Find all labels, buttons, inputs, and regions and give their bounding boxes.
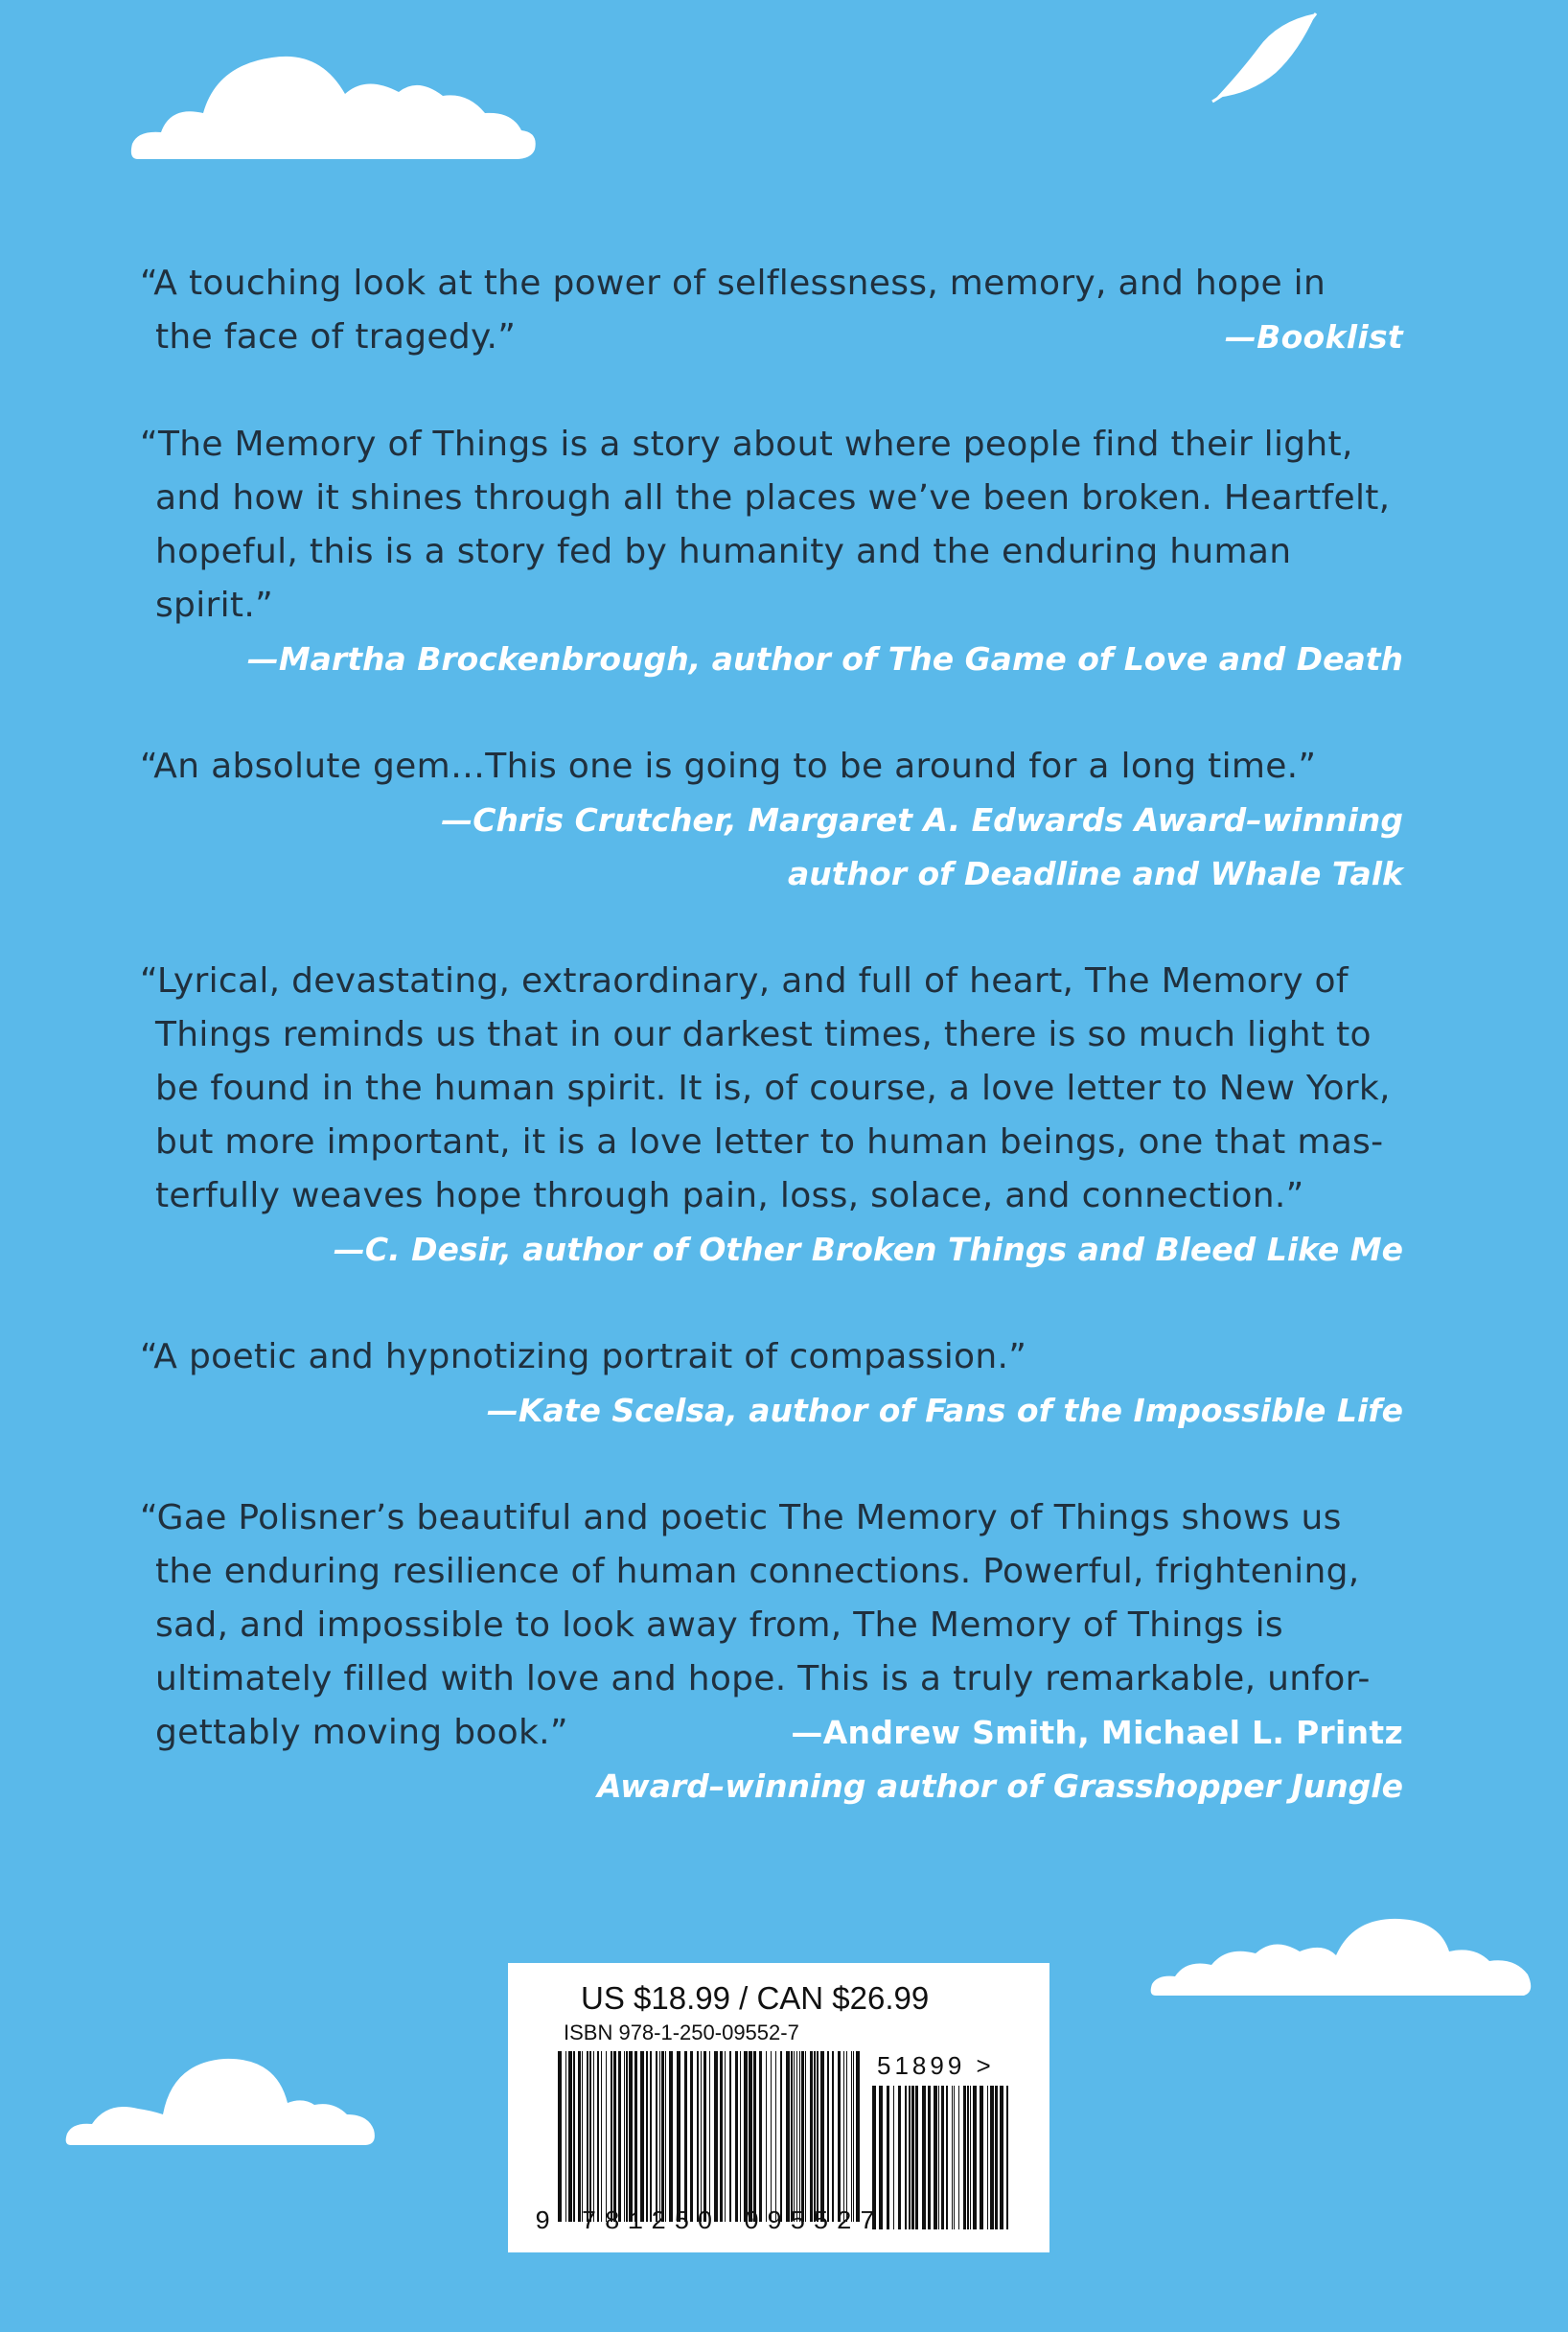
blurb-scelsa — [140, 1330, 1403, 1438]
quote-line: and how it shines through all the places we’ve been broken. Heartfelt, — [155, 478, 1391, 518]
quote-line: Things reminds us that in our darkest times, there is so much light to — [155, 1015, 1372, 1054]
quote-line: “Gae Polisner’s beautiful and poetic The Memory of Things shows us — [140, 1498, 1342, 1537]
attribution: —C. Desir, author of Other Broken Things and Bleed Like Me — [333, 1231, 1403, 1268]
quote-line-with-attribution — [140, 1706, 1403, 1760]
blurb-crutcher — [140, 740, 1403, 901]
blurb-brockenbrough — [140, 418, 1403, 686]
quote-line: ultimately filled with love and hope. This is a truly remarkable, unfor- — [155, 1659, 1371, 1698]
attribution: —Booklist — [1224, 318, 1403, 356]
quote-line: “A poetic and hypnotizing portrait of compassion.” — [140, 1337, 1027, 1376]
quote-line-with-attribution — [140, 311, 1403, 364]
attribution-line: author of Deadline and Whale Talk — [788, 855, 1403, 892]
attribution-line: —Andrew Smith, Michael L. Printz — [791, 1714, 1403, 1751]
attribution: —Kate Scelsa, author of Fans of the Impossible Life — [486, 1392, 1403, 1429]
cloud-icon — [1148, 1907, 1536, 2003]
quote-line: sad, and impossible to look away from, The Memory of Things is — [155, 1605, 1283, 1645]
isbn-digits: 9 781250 095527 — [535, 2208, 884, 2237]
cloud-icon — [128, 36, 541, 166]
isbn-text: ISBN 978-1-250-09552-7 — [564, 2020, 799, 2044]
blurb-desir — [140, 955, 1403, 1277]
attribution-line: —Chris Crutcher, Margaret A. Edwards Award–winning — [441, 801, 1403, 839]
quote-line: be found in the human spirit. It is, of course, a love letter to New York, — [155, 1069, 1391, 1108]
blurb-booklist — [140, 257, 1403, 364]
blurb-smith — [140, 1491, 1403, 1813]
quote-text — [140, 955, 1403, 1223]
quote-text — [140, 1491, 1403, 1760]
quote-line: hopeful, this is a story fed by humanity and the enduring human spirit.” — [155, 532, 1292, 625]
attribution: —Martha Brockenbrough, author of The Game of Love and Death — [246, 640, 1403, 678]
blurb-list — [140, 257, 1403, 1813]
cloud-icon — [63, 2042, 380, 2152]
barcode-icon — [556, 2051, 861, 2222]
quote-text — [140, 418, 1403, 633]
quote-text — [140, 257, 1403, 364]
quote-line: “A touching look at the power of selflessness, memory, and hope in — [140, 264, 1326, 303]
attribution — [140, 794, 1403, 901]
feather-icon — [1203, 10, 1327, 105]
quote-line: “Lyrical, devastating, extraordinary, and full of heart, The Memory of — [140, 961, 1349, 1001]
barcode-label — [508, 1963, 1049, 2252]
quote-line: gettably moving book.” — [155, 1713, 568, 1752]
quote-line: “The Memory of Things is a story about where people find their light, — [140, 425, 1353, 464]
quote-line: terfully weaves hope through pain, loss, solace, and connection.” — [155, 1176, 1304, 1215]
quote-line: “An absolute gem…This one is going to be around for a long time.” — [140, 747, 1317, 786]
quote-line: but more important, it is a love letter to human beings, one that mas- — [155, 1122, 1384, 1162]
quote-text — [140, 740, 1403, 794]
price-code: 51899 > — [877, 2051, 995, 2080]
quote-line: the enduring resilience of human connections. Powerful, frightening, — [155, 1552, 1360, 1591]
price-text: US $18.99 / CAN $26.99 — [581, 1980, 930, 2016]
attribution-line: Award–winning author of Grasshopper Jungle — [597, 1767, 1403, 1805]
barcode-icon — [870, 2086, 1014, 2229]
quote-line: the face of tragedy.” — [155, 317, 517, 357]
quote-text — [140, 1330, 1403, 1384]
